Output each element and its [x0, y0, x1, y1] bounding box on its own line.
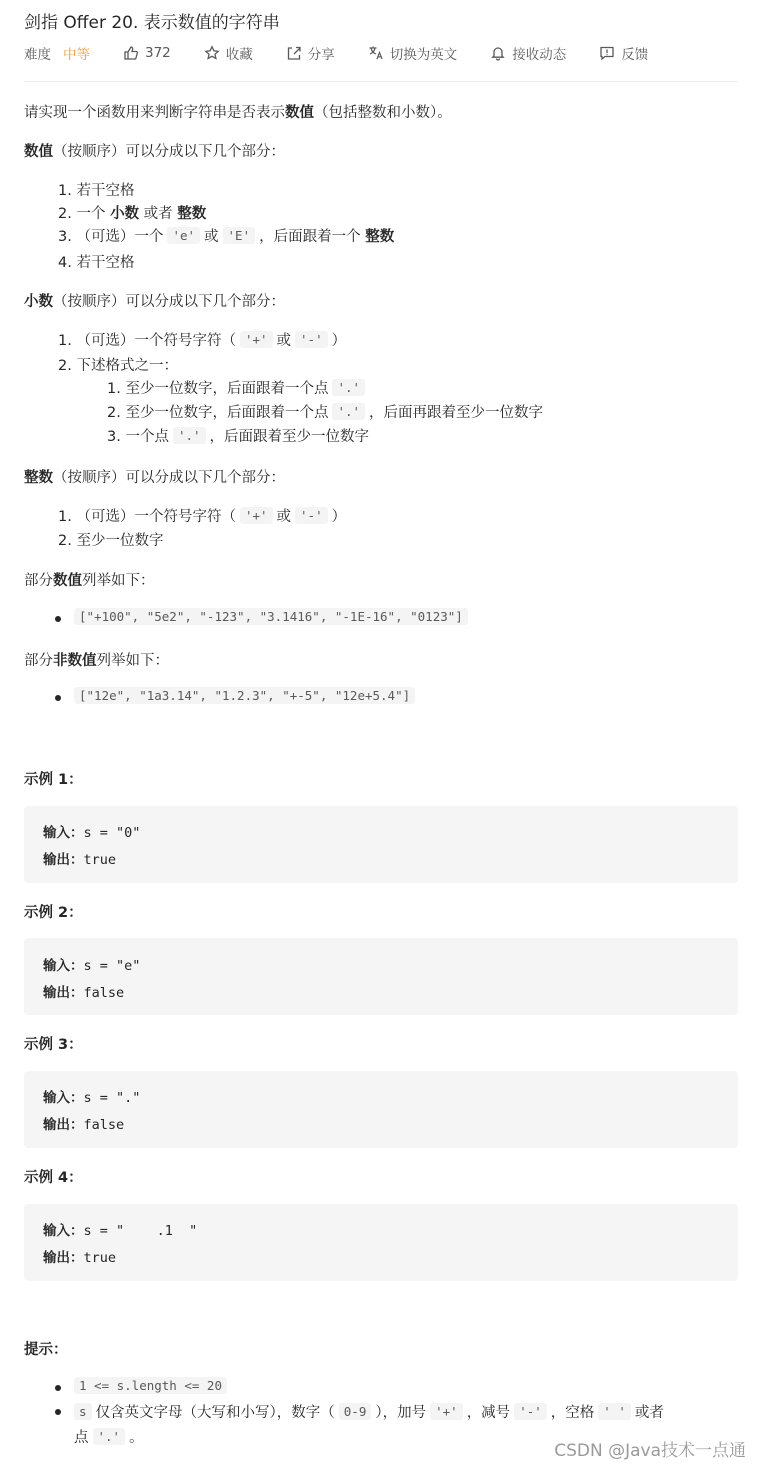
- example-heading: 示例 1：: [24, 772, 83, 788]
- feedback-icon: [599, 45, 615, 61]
- list-item: 2. 一个 小数 或者 整数: [58, 206, 207, 222]
- share-icon: [286, 45, 302, 61]
- feedback-button[interactable]: [599, 43, 648, 63]
- difficulty-value: 中等: [63, 47, 90, 63]
- invalid-values-code: ["12e", "1a3.14", "1.2.3", "+-5", "12e+5.4"]: [74, 687, 415, 704]
- list-item: s 仅含英文字母（大写和小写），数字（ 0-9 ），加号 '+' ，减号 '-' ，空格 ' ' 或者: [70, 1401, 664, 1422]
- list-item: 3. （可选）一个 'e' 或 'E' ，后面跟着一个 整数: [58, 228, 395, 245]
- example-box: 输入：s = "0" 输出：true: [24, 806, 738, 883]
- example-box: 输入：s = "." 输出：false: [24, 1071, 738, 1148]
- watermark: CSDN @Java技术一点通: [554, 1441, 746, 1461]
- invalid-values-heading: 部分非数值列举如下：: [24, 653, 169, 669]
- subscribe-label: 接收动态: [512, 47, 567, 63]
- valid-values-code: ["+100", "5e2", "-123", "3.1416", "-1E-16", "0123"]: [74, 608, 468, 625]
- subscribe-button[interactable]: [490, 43, 566, 63]
- hints-heading: 提示：: [24, 1342, 68, 1358]
- bullet: [55, 616, 61, 622]
- list-item: 4. 若干空格: [58, 255, 135, 271]
- example-box: 输入：s = " .1 " 输出：true: [24, 1204, 738, 1281]
- list-item-continuation: 点 '.' 。: [74, 1429, 144, 1446]
- list-item: 2. 下述格式之一：: [58, 358, 178, 374]
- problem-title: 剑指 Offer 20. 表示数值的字符串: [24, 13, 280, 33]
- list-item: 1. （可选）一个符号字符（ '+' 或 '-' ）: [58, 332, 347, 349]
- list-item: 1. 若干空格: [58, 183, 135, 199]
- example-heading: 示例 4：: [24, 1170, 83, 1186]
- decimal-section-heading: 小数（按顺序）可以分成以下几个部分：: [24, 294, 285, 310]
- header-divider: [24, 81, 738, 82]
- inline-code: 'E': [223, 227, 256, 244]
- share-label: 分享: [307, 47, 335, 63]
- bullet: [55, 1409, 61, 1415]
- feedback-label: 反馈: [621, 47, 649, 63]
- list-item: [70, 687, 419, 704]
- collect-button[interactable]: [204, 43, 253, 63]
- sub-list-item: 1. 至少一位数字，后面跟着一个点 '.': [107, 377, 369, 398]
- number-section-heading: 数值（按顺序）可以分成以下几个部分：: [24, 144, 285, 160]
- share-button[interactable]: [286, 43, 335, 63]
- example-heading: 示例 3：: [24, 1037, 83, 1053]
- switch-language-label: 切换为英文: [389, 47, 458, 63]
- intro-paragraph: 请实现一个函数用来判断字符串是否表示数值（包括整数和小数）。: [24, 105, 452, 121]
- collect-label: 收藏: [225, 47, 253, 63]
- list-item: 1. （可选）一个符号字符（ '+' 或 '-' ）: [58, 508, 347, 525]
- inline-code: 'e': [167, 227, 200, 244]
- bullet: [55, 1385, 61, 1391]
- list-item: 1 <= s.length <= 20: [70, 1377, 231, 1394]
- sub-list-item: 2. 至少一位数字，后面跟着一个点 '.' ，后面再跟着至少一位数字: [107, 404, 544, 421]
- translate-icon: [368, 45, 384, 61]
- example-box: 输入：s = "e" 输出：false: [24, 938, 738, 1015]
- difficulty-label: 难度: [24, 47, 51, 63]
- meta-bar: [24, 42, 681, 64]
- switch-language-button[interactable]: [368, 43, 458, 63]
- example-heading: 示例 2：: [24, 905, 83, 921]
- integer-section-heading: 整数（按顺序）可以分成以下几个部分：: [24, 470, 285, 486]
- bullet: [55, 695, 61, 701]
- valid-values-heading: 部分数值列举如下：: [24, 573, 155, 589]
- list-item: [70, 608, 472, 625]
- sub-list-item: 3. 一个点 '.' ，后面跟着至少一位数字: [107, 428, 370, 445]
- list-item: 2. 至少一位数字: [58, 533, 164, 549]
- like-count: 372: [145, 45, 171, 61]
- star-icon: [204, 45, 220, 61]
- thumbs-up-icon: [123, 45, 139, 61]
- like-button[interactable]: [123, 45, 171, 61]
- bell-icon: [490, 45, 506, 61]
